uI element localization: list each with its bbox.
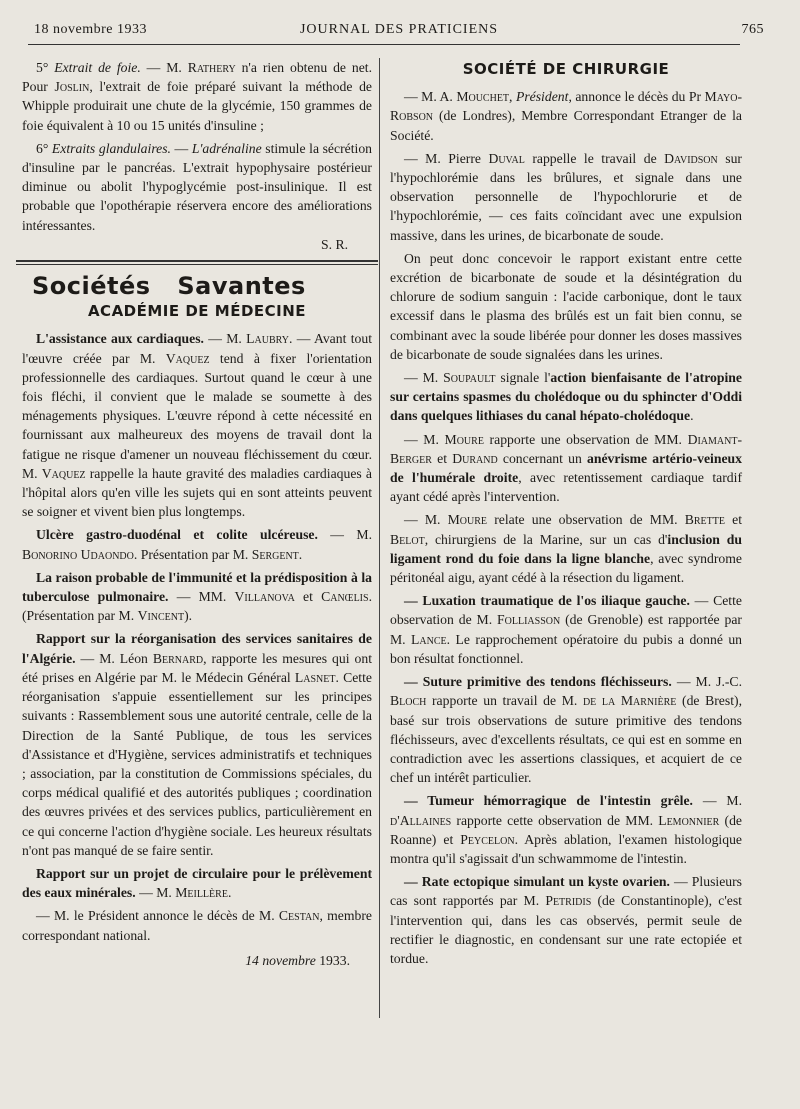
academy-title: ACADÉMIE DE MÉDECINE [87, 302, 307, 321]
left-column [22, 58, 372, 970]
academy-item-algeria: Rapport sur la réorganisation des services sanitaires de l'Algérie. — M. Léon Bernard, rapporte les mesures qui ont été prises en Algérie par M. le Médecin Général Lasnet. Cette réorganisation s'appuie essentiellement sur les principes suivants : Rassemblement sous une autorité centrale, celle de la Direction de la Santé Publique, de tous les services d'Assistance et d'Hygiène, services administratifs et techniques ; association, par la constitution de Commissions spéciales, du corps médical qualifié et des autorités publiques ; coordination des œuvres privées et des services publics, particulièrement en ce qui concerne l'action d'hygiène sociale. Les heureux résultats n'ont pas manqué de se faire sentir. [22, 631, 372, 858]
header-date: 18 novembre 1933 [34, 22, 147, 37]
session-date: 14 novembre 1933. [245, 952, 350, 968]
item-5-paragraph: 5° Extrait de foie. — M. Rathery n'a rien obtenu de net. Pour Joslin, l'extrait de foie préparé suivant la méthode de Whipple produirait une chute de la glycémie, 150 grammes de foie équivalent à 10 ou 15 unités d'insuline ; [22, 60, 373, 133]
column-divider [379, 58, 380, 1018]
academy-item-death-notice: — M. le Président annonce le décès de M. Cestan, membre correspondant national. [22, 908, 372, 943]
academy-item-cardiac: L'assistance aux cardiaques. — M. Laubry. — Avant tout l'œuvre créée par M. Vaquez tend à fixer l'orientation professionnelle des cardiaques. Surtout quand le cœur à une fois fléchi, il convient que le malade se soumette à des ménagements physiques. L'œuvre répond à cette nécessité en fournissant aux malheureux des moyens de travail dont la fatigue ne risque d'amener un nouveau fléchissement du cœur. M. Vaquez rappelle la haute gravité des maladies cardiaques à l'hôpital alors qu'en ville les sujets qui en sont atteints peuvent se soigner et vivent bien plus longtemps. [22, 331, 373, 520]
author-signature: S. R. [320, 236, 348, 252]
surgery-item-duval: — M. Pierre Duval rappelle le travail de Davidson sur l'hypochlorémie dans les brûlures, et signale dans une observation personnelle de l'hypochlorurie et de l'hypochlorémie, — ces faits coïncidant avec une expulsion massive, dans les urines, de bicarbonate de soude. [390, 150, 742, 243]
surgery-item-intestine-tumor: — Tumeur hémorragique de l'intestin grêle. — M. d'Allaines rapporte cette observation de MM. Lemonnier (de Roanne) et Peycelon. Après ablation, l'examen histologique montra qu'il s'agissait d'un schwammome de l'intestin. [390, 793, 742, 866]
academy-item-tuberculosis: La raison probable de l'immunité et la prédisposition à la tuberculose pulmonaire. — MM. Villanova et Canœlis. (Présentation par M. Vincent). [22, 569, 372, 624]
surgery-item-moure-aneurysm: — M. Moure rapporte une observation de MM. Diamant-Berger et Durand concernant un anévrisme artério-veineux de l'humérale droite, avec retentissement cardiaque tardif ayant cédé après l'intervention. [390, 431, 743, 505]
surgery-item-tendon-suture: — Suture primitive des tendons fléchisseurs. — M. J.-C. Bloch rapporte un travail de M. de la Marnière (de Brest), basé sur trois observations de suture primitive des tendons fléchisseurs, avec d'excellents résultats, ce qui est en somme en contradiction avec les assertions classiques, et acquiert de ce chef un intérêt particulier. [390, 674, 742, 786]
surgery-item-moure-ligament: — M. Moure relate une observation de MM. Brette et Belot, chirurgiens de la Marine, sur un cas d'inclusion du ligament rond du foie dans la ligne blanche, avec syndrome péritonéal aigu, ayant cédé à la résection du ligament. [390, 512, 742, 586]
surgery-item-ectopic-spleen: — Rate ectopique simulant un kyste ovarien. — Plusieurs cas sont rapportés par M. Petridis (de Constantinople), c'est l'intervention qui, dans les cas observés, permit seule de rectifier le diagnostic, en condensant sur une rate ectopiée et tordue. [390, 874, 743, 966]
academy-item-ulcer: Ulcère gastro-duodénal et colite ulcéreuse. — M. Bonorino Udaondo. Présentation par M. Sergent. [22, 527, 372, 562]
header-journal-title: JOURNAL DES PRATICIENS [299, 22, 499, 37]
surgery-item-soupault: — M. Soupault signale l'action bienfaisante de l'atropine sur certains spasmes du cholédoque ou du sphincter d'Oddi dans quelques lithiases du canal hépato-cholédoque. [390, 370, 742, 424]
right-column [390, 58, 742, 972]
item-6-paragraph: 6° Extraits glandulaires. — L'adrénaline stimule la sécrétion d'insuline par le pancréas. L'extrait hypophysaire postérieur diminue ou abolit l'hypoglycémie post-insulinique. Il est probable que l'opothérapie réservera encore des améliorations intéressantes. S. R. [22, 139, 372, 254]
item-6-title: Extraits glandulaires. [51, 140, 171, 156]
academy-item-mineral-waters: Rapport sur un projet de circulaire pour le prélèvement des eaux minérales. — M. Meillère. [22, 865, 372, 901]
surgery-item-duval-continued: On peut donc concevoir le rapport existant entre cette excrétion de bicarbonate de soude et la désintégration du chlorure de sodium sanguin : l'acide carbonique, dont le taux excessif dans le plasma des brûlés est un fait bien connu, se combinant avec la soude libérée pour donner les doses massives de bicarbonate de soude signalées dans les urines. [390, 250, 742, 362]
surgery-item-iliac-luxation: — Luxation traumatique de l'os iliaque gauche. — Cette observation de M. Folliasson (de Grenoble) est rapportée par M. Lance. Le rapprochement opératoire du pubis a donné un bon résultat fonctionnel. [390, 593, 743, 666]
header-rule [28, 44, 740, 45]
running-header [34, 18, 764, 42]
section-title: Sociétés Savantes [32, 272, 306, 301]
surgery-society-title: SOCIÉTÉ DE CHIRURGIE [462, 60, 670, 78]
section-rule [16, 260, 378, 265]
header-page-number: 765 [741, 22, 764, 37]
surgery-item-mouchet: — M. A. Mouchet, Président, annonce le décès du Pr Mayo-Robson (de Londres), Membre Correspondant Etranger de la Société. [390, 89, 743, 143]
item-5-title: Extrait de foie. [54, 60, 141, 75]
